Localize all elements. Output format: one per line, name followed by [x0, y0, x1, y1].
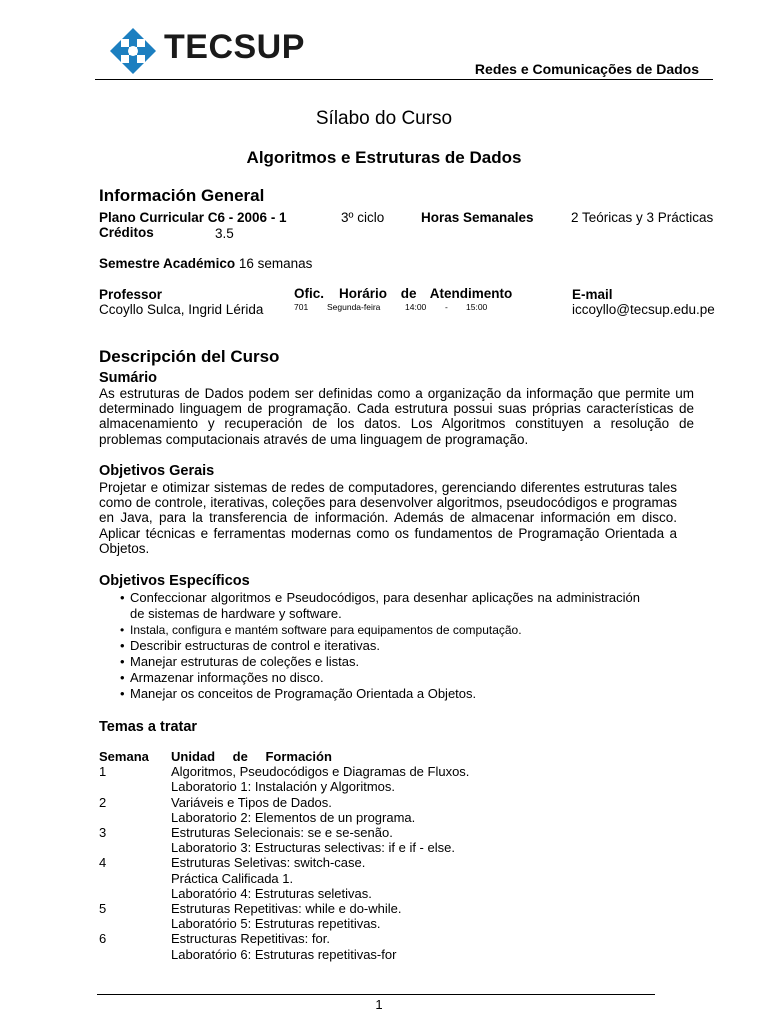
week-cell — [99, 810, 171, 825]
footer-divider — [97, 994, 655, 995]
week-cell: 4 — [99, 855, 107, 871]
plan-label: Plano Curricular C6 - 2006 - 1 — [99, 210, 287, 225]
table-row — [99, 916, 469, 931]
table-row — [99, 840, 469, 855]
semester-label: Semestre Académico — [99, 256, 236, 271]
credits-label: Créditos — [99, 225, 154, 240]
schedule-label: Horário de Atendimento — [339, 286, 513, 301]
general-objectives-text: Projetar e otimizar sistemas de redes de computadores, gerenciando diferentes estruturas tales como de controle, iterativas, coleções para desenvolver algoritmos, pseudocódigos e programas en Java, para la transferencia de información. Además de almacenar información em disco. Aplicar técnicas e ferramentas modernas como os fundamentos de Programação Orientada a Objetos. — [99, 480, 677, 556]
office-label: Ofic. — [294, 286, 325, 301]
table-row — [99, 795, 469, 810]
list-item: • Instala, configura e mantém software para equipamentos de computação. — [120, 622, 640, 638]
table-row — [99, 901, 469, 916]
unit-cell: Laboratório 6: Estruturas repetitivas-for — [171, 946, 397, 962]
email-label: E-mail — [572, 287, 613, 302]
unit-cell: Laboratorio 1: Instalación y Algoritmos. — [171, 779, 396, 795]
unit-cell: Estructuras Repetitivas: for. — [171, 931, 330, 947]
office-value: 701 — [294, 302, 309, 312]
course-title: Algoritmos e Estruturas de Dados — [246, 148, 522, 167]
week-cell: 2 — [99, 794, 107, 810]
unit-cell: Variáveis e Tipos de Dados. — [171, 794, 332, 810]
list-item: • Confeccionar algoritmos e Pseudocódigos, para desenhar aplicações na administración de sistemas de hardware y software. — [120, 590, 640, 622]
week-cell — [99, 871, 171, 886]
general-info-heading: Información General — [99, 186, 265, 205]
unit-cell: Laboratório 4: Estruturas seletivas. — [171, 885, 372, 901]
time-to: 15:00 — [466, 302, 488, 312]
day-value: Segunda-feira — [327, 302, 381, 312]
hours-label: Horas Semanales — [421, 210, 534, 225]
week-cell: 5 — [99, 901, 107, 917]
unit-cell: Algoritmos, Pseudocódigos e Diagramas de Fluxos. — [171, 764, 470, 780]
table-row — [99, 855, 469, 870]
description-heading: Descripción del Curso — [99, 347, 280, 366]
time-dash: - — [445, 302, 448, 312]
unit-cell: Práctica Calificada 1. — [171, 870, 294, 886]
semester-value: 16 semanas — [238, 256, 313, 271]
week-cell: 1 — [99, 764, 107, 780]
list-item: • Describir estructuras de control e iterativas. — [120, 638, 640, 654]
week-cell — [99, 886, 171, 901]
summary-paragraph — [99, 386, 694, 447]
table-header — [99, 749, 469, 764]
unit-column-header: Unidad de Formación — [171, 749, 332, 764]
week-cell: 6 — [99, 931, 107, 947]
credits-value: 3.5 — [215, 226, 234, 241]
table-row — [99, 947, 469, 962]
department-name: Redes e Comunicações de Dados — [474, 61, 699, 77]
week-cell — [99, 779, 171, 794]
general-objectives-paragraph — [99, 480, 677, 556]
semester-row — [99, 256, 312, 271]
unit-cell: Estruturas Repetitivas: while e do-while. — [171, 901, 402, 917]
unit-cell: Laboratorio 2: Elementos de un programa. — [171, 809, 416, 825]
list-item: • Manejar estruturas de coleções e listas. — [120, 654, 640, 670]
topics-heading: Temas a tratar — [99, 719, 198, 735]
document-title: Sílabo do Curso — [315, 108, 453, 129]
table-row — [99, 871, 469, 886]
summary-text: As estruturas de Dados podem ser definidas como a organização da informação que permite um determinado linguagem de programação. Cada estrutura possui suas próprias características de almacenamiento y recuperación de los datos. Los Algoritmos constituyen a resolução de problemas computacionais através de uma linguagem de programação. — [99, 386, 694, 447]
professor-label: Professor — [99, 287, 163, 302]
week-column-header: Semana — [99, 749, 149, 764]
unit-cell: Estruturas Seletivas: switch-case. — [171, 855, 366, 871]
list-item: • Armazenar informações no disco. — [120, 670, 640, 686]
week-cell — [99, 947, 171, 962]
week-cell — [99, 916, 171, 931]
table-row — [99, 810, 469, 825]
tecsup-emblem-icon — [108, 26, 158, 76]
header-divider — [95, 79, 713, 80]
cycle-value: 3º ciclo — [341, 210, 385, 225]
hours-value: 2 Teóricas y 3 Prácticas — [571, 210, 714, 225]
week-cell — [99, 840, 171, 855]
summary-heading: Sumário — [99, 370, 158, 386]
table-row — [99, 825, 469, 840]
email-value[interactable]: iccoyllo@tecsup.edu.pe — [572, 302, 715, 317]
general-objectives-heading: Objetivos Gerais — [99, 463, 215, 479]
table-body — [99, 764, 469, 962]
professor-name: Ccoyllo Sulca, Ingrid Lérida — [99, 302, 264, 317]
table-row — [99, 779, 469, 794]
table-row — [99, 886, 469, 901]
unit-cell: Laboratório 5: Estruturas repetitivas. — [171, 916, 381, 932]
unit-cell: Laboratorio 3: Estructuras selectivas: if e if - else. — [171, 840, 455, 856]
specific-objectives-list — [120, 590, 640, 702]
tecsup-logo — [108, 26, 318, 78]
week-cell: 3 — [99, 825, 107, 841]
time-from: 14:00 — [405, 302, 427, 312]
page-number: 1 — [375, 997, 383, 1012]
list-item: • Manejar os conceitos de Programação Orientada a Objetos. — [120, 686, 640, 702]
unit-cell: Estruturas Selecionais: se e se-senão. — [171, 825, 393, 841]
table-row — [99, 931, 469, 946]
specific-objectives-heading: Objetivos Específicos — [99, 573, 250, 589]
brand-name: TECSUP — [164, 28, 305, 66]
topics-table — [99, 749, 469, 962]
table-row — [99, 764, 469, 779]
